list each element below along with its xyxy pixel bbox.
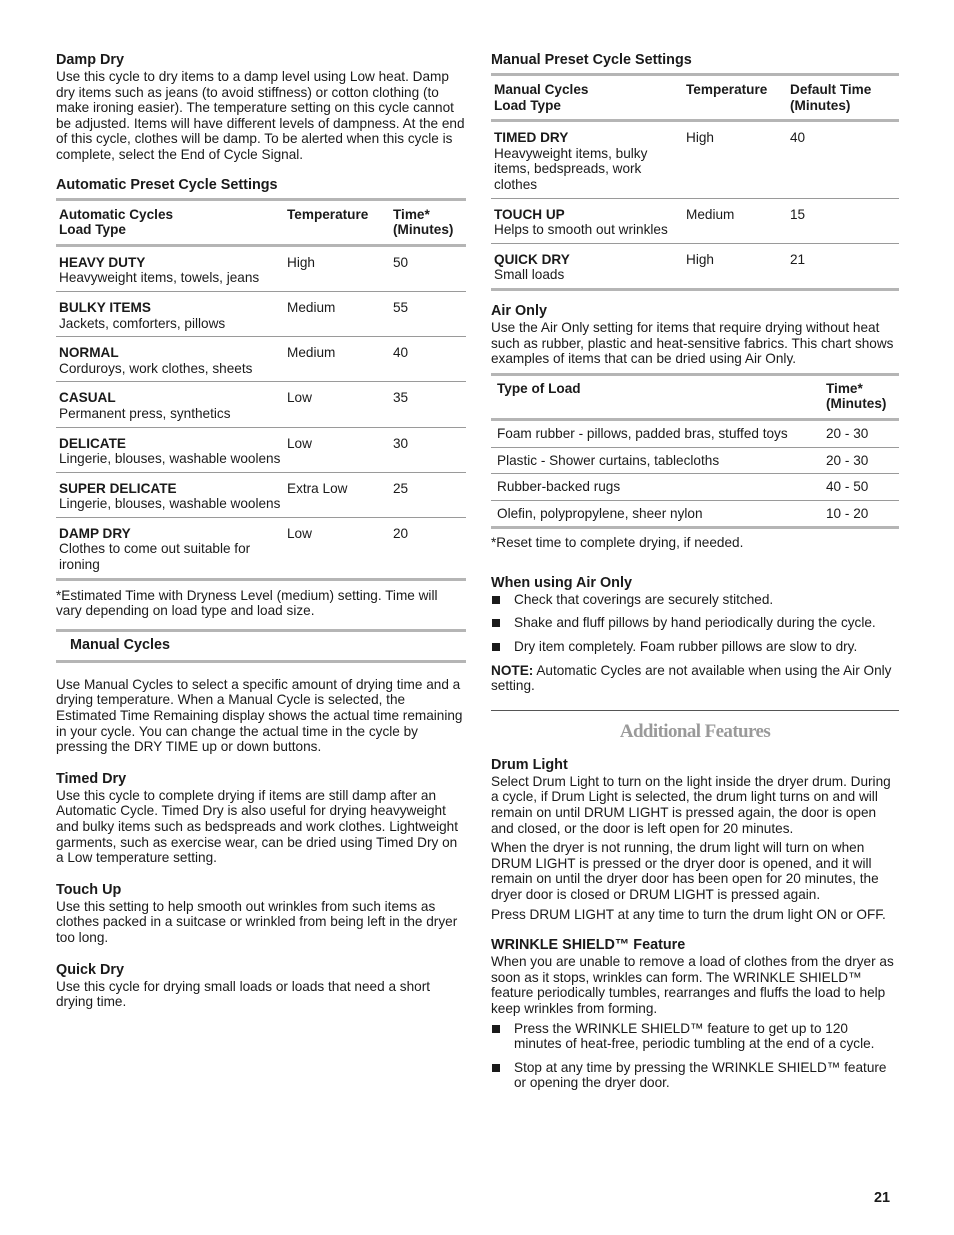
quick-dry-text: Use this cycle for drying small loads or loads that need a short drying time. xyxy=(56,978,431,1010)
temperature-cell: Medium xyxy=(284,337,390,382)
table-row xyxy=(56,427,466,472)
left-column xyxy=(56,52,466,1010)
temperature-cell: Low xyxy=(284,427,390,472)
cycle-name: HEAVY DUTY xyxy=(59,254,146,270)
bullet-item: Stop at any time by pressing the WRINKLE SHIELD™ feature or opening the dryer door. xyxy=(491,1060,899,1091)
cycle-cell xyxy=(56,337,284,382)
cycle-cell xyxy=(491,198,683,243)
cycle-name: DAMP DRY xyxy=(59,525,131,541)
time-cell: 35 xyxy=(390,382,466,427)
cycle-cell xyxy=(56,472,284,517)
time-cell: 20 xyxy=(390,517,466,579)
load-type: Heavyweight items, bulky items, bedspreads, work clothes xyxy=(494,145,648,192)
manual-table-heading: Manual Preset Cycle Settings xyxy=(491,52,692,68)
time-cell: 40 xyxy=(390,337,466,382)
auto-footnote: *Estimated Time with Dryness Level (medium) setting. Time will vary depending on load type and load size. xyxy=(56,587,438,619)
temperature-cell: Low xyxy=(284,382,390,427)
table-row xyxy=(491,474,899,501)
when-air-only-heading: When using Air Only xyxy=(491,574,632,591)
time-cell: 10 - 20 xyxy=(820,500,899,528)
air-only-heading: Air Only xyxy=(491,302,547,319)
manual-cycles-banner: Manual Cycles xyxy=(56,629,466,663)
manual-col-cycle: Manual Cycles Load Type xyxy=(491,75,683,121)
table-row xyxy=(491,198,899,243)
auto-col-time: Time* (Minutes) xyxy=(390,199,466,245)
table-row xyxy=(491,447,899,474)
air-col-time: Time* (Minutes) xyxy=(820,374,899,419)
load-type: Lingerie, blouses, washable woolens xyxy=(59,451,281,467)
wrinkle-shield-bullets xyxy=(491,1021,899,1091)
right-column xyxy=(491,52,899,1099)
cycle-name: TOUCH UP xyxy=(494,206,565,222)
temperature-cell: Extra Low xyxy=(284,472,390,517)
table-row xyxy=(491,243,899,289)
cycle-name: NORMAL xyxy=(59,345,119,361)
cycle-name: CASUAL xyxy=(59,390,116,406)
air-only-bullets xyxy=(491,592,899,655)
load-type-cell: Plastic - Shower curtains, tablecloths xyxy=(491,447,820,474)
cycle-name: BULKY ITEMS xyxy=(59,299,151,315)
cycle-cell xyxy=(56,291,284,336)
load-type-cell: Olefin, polypropylene, sheer nylon xyxy=(491,500,820,528)
temperature-cell: High xyxy=(686,130,714,146)
temperature-cell: Medium xyxy=(284,291,390,336)
touch-up-text: Use this setting to help smooth out wrinkles from such items as clothes packed in a suitcase or wrinkled from being left in the dryer too long. xyxy=(56,898,458,945)
touch-up-heading: Touch Up xyxy=(56,881,122,898)
drum-light-p3: Press DRUM LIGHT at any time to turn the drum light ON or OFF. xyxy=(491,906,886,922)
cycle-name: DELICATE xyxy=(59,435,126,451)
table-row xyxy=(56,472,466,517)
manual-col-temp: Temperature xyxy=(683,75,787,121)
load-type: Lingerie, blouses, washable woolens xyxy=(59,496,281,512)
bullet-item: Dry item completely. Foam rubber pillows are slow to dry. xyxy=(491,639,899,655)
load-type: Heavyweight items, towels, jeans xyxy=(59,270,260,286)
bullet-item: Check that coverings are securely stitched. xyxy=(491,592,899,608)
auto-table-heading: Automatic Preset Cycle Settings xyxy=(56,176,278,193)
additional-features-title: Additional Features xyxy=(619,720,771,742)
air-footnote: *Reset time to complete drying, if needed. xyxy=(491,535,744,551)
load-type: Jackets, comforters, pillows xyxy=(59,315,226,331)
time-cell: 25 xyxy=(390,472,466,517)
table-row xyxy=(56,517,466,579)
cycle-name: TIMED DRY xyxy=(494,130,569,146)
cycle-cell xyxy=(56,382,284,427)
cycle-name: QUICK DRY xyxy=(494,251,570,267)
table-row xyxy=(56,245,466,291)
auto-col-cycle: Automatic Cycles Load Type xyxy=(56,199,284,245)
table-row xyxy=(491,419,899,447)
air-only-text: Use the Air Only setting for items that require drying without heat such as rubber, plastic and heat-sensitive fabrics. This chart shows examples of items that can be dried using Air Only. xyxy=(491,319,894,367)
load-type: Helps to smooth out wrinkles xyxy=(494,222,668,238)
time-cell: 55 xyxy=(390,291,466,336)
drum-light-heading: Drum Light xyxy=(491,756,568,773)
temperature-cell: Low xyxy=(284,517,390,579)
wrinkle-shield-text: When you are unable to remove a load of clothes from the dryer as soon as it stops, wrinkles can form. The WRINKLE SHIELD™ feature periodically tumbles, rearranges and fluffs the load to help keep wrinkles from forming. xyxy=(491,954,894,1016)
manual-cycles-table xyxy=(491,73,899,291)
time-cell: 21 xyxy=(787,243,899,289)
section-divider xyxy=(491,710,899,711)
cycle-cell xyxy=(56,517,284,579)
time-cell: 15 xyxy=(787,198,899,243)
load-type: Clothes to come out suitable for ironing xyxy=(59,541,251,573)
table-row xyxy=(56,382,466,427)
cycle-cell xyxy=(491,121,683,198)
wrinkle-shield-heading: WRINKLE SHIELD™ Feature xyxy=(491,937,686,954)
manual-intro: Use Manual Cycles to select a specific amount of drying time and a drying temperature. When a Manual Cycle is selected, the Estimated Time Remaining display shows the actual time remaining in your cycle. You can change the actual time in the cycle by pressing the DRY TIME up or down buttons. xyxy=(56,676,463,755)
load-type: Small loads xyxy=(494,267,565,283)
auto-col-temp: Temperature xyxy=(284,199,390,245)
damp-dry-heading: Damp Dry xyxy=(56,52,124,68)
load-type: Corduroys, work clothes, sheets xyxy=(59,360,253,376)
timed-dry-heading: Timed Dry xyxy=(56,770,127,787)
air-only-table xyxy=(491,373,899,530)
cycle-cell xyxy=(56,427,284,472)
page-number: 21 xyxy=(874,1190,891,1206)
air-col-load: Type of Load xyxy=(491,374,820,419)
time-cell: 20 - 30 xyxy=(826,425,869,441)
cycle-cell xyxy=(56,245,284,291)
time-cell: 40 xyxy=(790,130,806,146)
table-row xyxy=(491,500,899,528)
time-cell: 20 - 30 xyxy=(820,447,899,474)
load-type-cell: Foam rubber - pillows, padded bras, stuffed toys xyxy=(497,425,788,441)
timed-dry-text: Use this cycle to complete drying if items are still damp after an Automatic Cycle. Timed Dry is also useful for drying heavyweight and bulky items such as bedspreads and work clothes. Lightweight garments, such as exercise wear, can be dried using Timed Dry on a Low temperature setting. xyxy=(56,787,458,866)
load-type-cell: Rubber-backed rugs xyxy=(491,474,820,501)
bullet-item: Press the WRINKLE SHIELD™ feature to get up to 120 minutes of heat-free, periodic tumbling at the end of a cycle. xyxy=(491,1021,899,1052)
bullet-item: Shake and fluff pillows by hand periodically during the cycle. xyxy=(491,615,899,631)
manual-col-time: Default Time (Minutes) xyxy=(787,75,899,121)
table-row xyxy=(56,291,466,336)
temperature-cell: High xyxy=(683,243,787,289)
table-row xyxy=(491,121,899,198)
time-cell: 40 - 50 xyxy=(820,474,899,501)
temperature-cell: Medium xyxy=(683,198,787,243)
air-note: NOTE: Automatic Cycles are not available when using the Air Only setting. xyxy=(491,662,892,694)
damp-dry-text: Use this cycle to dry items to a damp level using Low heat. Damp dry items such as jeans (to avoid stiffness) or cotton clothing (to make ironing easier). The temperature setting on this cycle cannot be adjusted. Items will have different levels of dampness. At the end of this cycle, clothes will be damp. To be alerted when this cycle is complete, select the End of Cycle Signal. xyxy=(56,69,465,162)
quick-dry-heading: Quick Dry xyxy=(56,961,124,978)
time-cell: 30 xyxy=(390,427,466,472)
drum-light-p2: When the dryer is not running, the drum light will turn on when DRUM LIGHT is pressed or the dryer door is opened, and it will remain on until the dryer door has been open for 20 minutes, the dryer door is closed or DRUM LIGHT is pressed again. xyxy=(491,840,879,902)
temperature-cell: High xyxy=(287,254,315,270)
time-cell: 50 xyxy=(393,254,409,270)
cycle-name: SUPER DELICATE xyxy=(59,480,177,496)
load-type: Permanent press, synthetics xyxy=(59,405,231,421)
drum-light-p1: Select Drum Light to turn on the light inside the dryer drum. During a cycle, if Drum Light is selected, the drum light turns on and will remain on until DRUM LIGHT is pressed again, the door is open and closed, or the door is left open for 20 minutes. xyxy=(491,773,891,836)
cycle-cell xyxy=(491,243,683,289)
automatic-cycles-table xyxy=(56,198,466,581)
table-row xyxy=(56,337,466,382)
